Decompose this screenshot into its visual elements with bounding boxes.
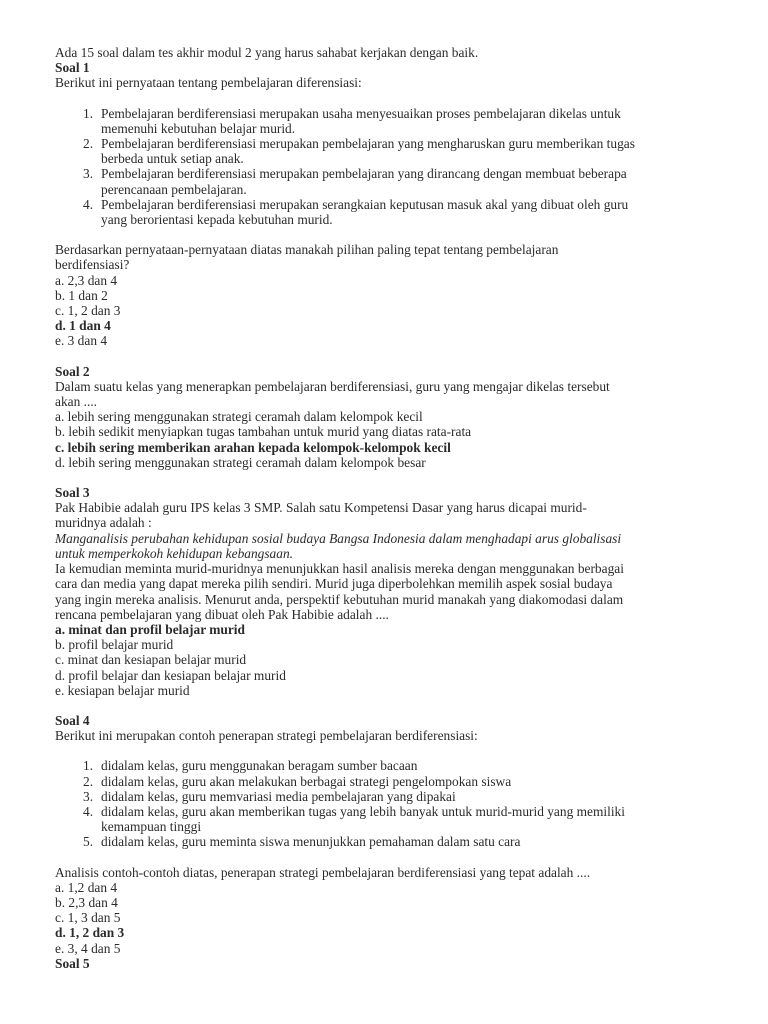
- soal-1-option-a: a. 2,3 dan 4: [55, 272, 118, 288]
- soal-3-lead-line: muridnya adalah :: [55, 515, 152, 531]
- soal-2-option-d: d. lebih sering menggunakan strategi ceramah dalam kelompok besar: [55, 454, 426, 470]
- soal-3-kd-line: untuk memperkokoh kehidupan kebangsaan.: [55, 545, 293, 561]
- list-item: 2. Pembelajaran berdiferensiasi merupakan pembelajaran yang mengharuskan guru memberikan tugas berbeda untuk setiap anak.: [83, 136, 635, 167]
- soal-2-question-line: akan ....: [55, 394, 98, 410]
- list-item: 1. Pembelajaran berdiferensiasi merupakan usaha menyesuaikan proses pembelajaran dikelas untuk memenuhi kebutuhan belajar murid.: [83, 105, 621, 136]
- intro-text: Ada 15 soal dalam tes akhir modul 2 yang harus sahabat kerjakan dengan baik.: [55, 45, 479, 60]
- soal-3-lead-line: Pak Habibie adalah guru IPS kelas 3 SMP. Salah satu Kompetensi Dasar yang harus dicapai murid-: [55, 500, 587, 516]
- soal-3-option-e: e. kesiapan belajar murid: [55, 682, 190, 698]
- soal-4-lead: Berikut ini merupakan contoh penerapan strategi pembelajaran berdiferensiasi:: [55, 728, 478, 744]
- soal-4-option-e: e. 3, 4 dan 5: [55, 940, 121, 956]
- soal-2-option-a: a. lebih sering menggunakan strategi ceramah dalam kelompok kecil: [55, 409, 423, 425]
- soal-1-option-c: c. 1, 2 dan 3: [55, 303, 121, 319]
- list-item: 4. didalam kelas, guru akan memberikan tugas yang lebih banyak untuk murid-murid yang memiliki kemampuan tinggi: [83, 803, 625, 835]
- soal-2-heading: Soal 2: [55, 363, 90, 379]
- soal-3-question-line: cara dan media yang dapat mereka pilih sendiri. Murid juga diperbolehkan memilih aspek sosial budaya: [55, 576, 613, 592]
- soal-3-kd-line: Manganalisis perubahan kehidupan sosial budaya Bangsa Indonesia dalam menghadapi arus globalisasi: [55, 530, 622, 546]
- list-item: 4. Pembelajaran berdiferensiasi merupakan serangkaian keputusan masuk akal yang dibuat oleh guru yang berorientasi kepada kebutuhan murid.: [83, 196, 629, 228]
- soal-1-statements: [55, 106, 738, 228]
- soal-3-option-d: d. profil belajar dan kesiapan belajar murid: [55, 667, 286, 683]
- list-item: 3. Pembelajaran berdiferensiasi merupakan pembelajaran yang dirancang dengan membuat beberapa perencanaan pembelajaran.: [83, 166, 627, 197]
- list-item: 1. didalam kelas, guru menggunakan beragam sumber bacaan: [83, 758, 418, 774]
- soal-4-option-a: a. 1,2 dan 4: [55, 879, 118, 895]
- soal-4-question: Analisis contoh-contoh diatas, penerapan strategi pembelajaran berdiferensiasi yang tepat adalah ....: [55, 864, 591, 880]
- soal-3-heading: Soal 3: [55, 485, 90, 501]
- soal-3-option-a-answer: a. minat dan profil belajar murid: [55, 621, 245, 637]
- soal-4-statements: [55, 758, 738, 849]
- soal-1-question-line: Berdasarkan pernyataan-pernyataan diatas manakah pilihan paling tepat tentang pembelajaran: [55, 242, 559, 258]
- list-item: 2. didalam kelas, guru akan melakukan berbagai strategi pengelompokan siswa: [83, 773, 512, 789]
- soal-3-question-line: rencana pembelajaran yang dibuat oleh Pak Habibie adalah ....: [55, 606, 389, 622]
- soal-3-option-b: b. profil belajar murid: [55, 637, 174, 653]
- soal-3-question-line: Ia kemudian meminta murid-muridnya menunjukkan hasil analisis mereka dengan menggunakan berbagai: [55, 561, 624, 577]
- soal-4-option-b: b. 2,3 dan 4: [55, 894, 118, 910]
- soal-1-option-e: e. 3 dan 4: [55, 333, 108, 349]
- soal-4-option-c: c. 1, 3 dan 5: [55, 910, 121, 926]
- soal-2-option-c-answer: c. lebih sering memberikan arahan kepada kelompok-kelompok kecil: [55, 439, 451, 455]
- soal-4-option-d-answer: d. 1, 2 dan 3: [55, 925, 125, 941]
- soal-2-option-b: b. lebih sedikit menyiapkan tugas tambahan untuk murid yang diatas rata-rata: [55, 424, 472, 440]
- soal-1-option-b: b. 1 dan 2: [55, 287, 108, 303]
- soal-1-question-line: berdifensiasi?: [55, 257, 130, 273]
- soal-5-heading: Soal 5: [55, 955, 90, 971]
- soal-2-question-line: Dalam suatu kelas yang menerapkan pembelajaran berdiferensiasi, guru yang mengajar dikelas tersebut: [55, 378, 610, 394]
- soal-3-option-c: c. minat dan kesiapan belajar murid: [55, 652, 247, 668]
- soal-1-heading: Soal 1: [55, 60, 90, 76]
- soal-1-lead: Berikut ini pernyataan tentang pembelajaran diferensiasi:: [55, 75, 362, 91]
- soal-4-heading: Soal 4: [55, 712, 90, 728]
- soal-3-question-line: yang ingin mereka analisis. Menurut anda, perspektif kebutuhan murid manakah yang diakomodasi dalam: [55, 591, 624, 607]
- soal-1-option-d-answer: d. 1 dan 4: [55, 318, 111, 334]
- list-item: 3. didalam kelas, guru memvariasi media pembelajaran yang dipakai: [83, 788, 456, 804]
- list-item: 5. didalam kelas, guru meminta siswa menunjukkan pemahaman dalam satu cara: [83, 834, 521, 850]
